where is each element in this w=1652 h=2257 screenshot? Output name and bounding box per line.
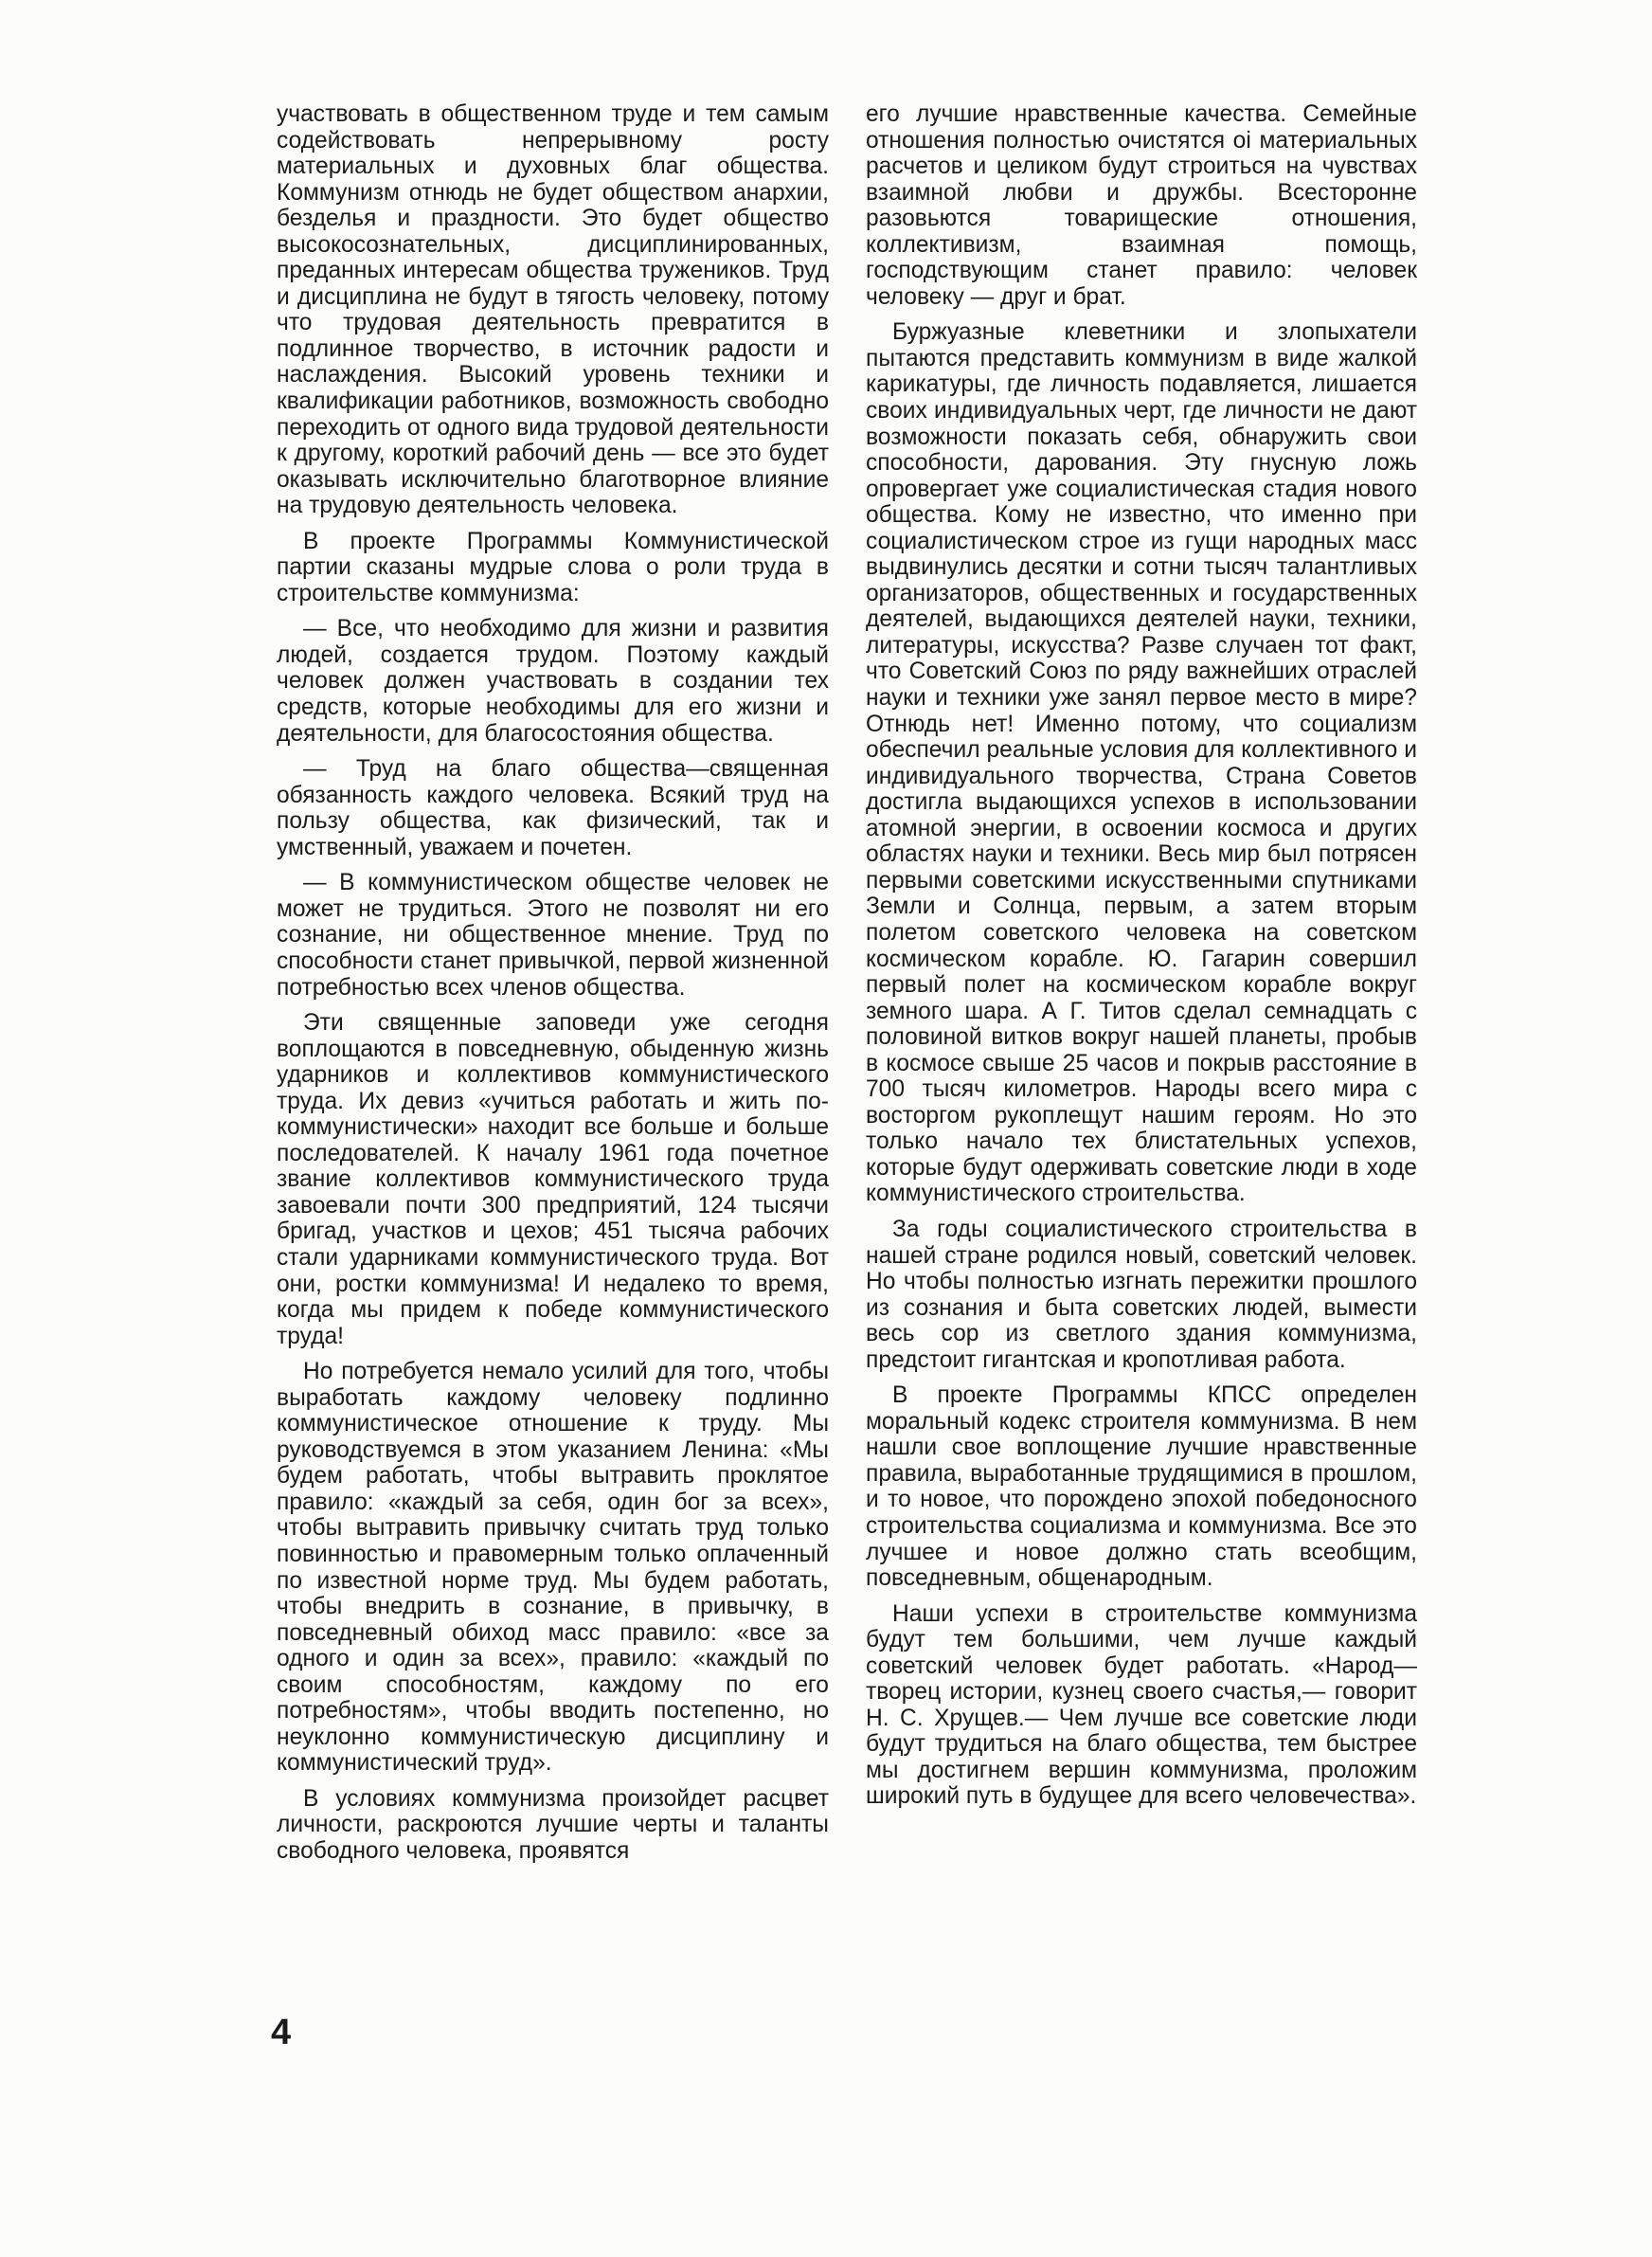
paragraph: Буржуазные клеветники и злопыхатели пытаются представить коммунизм в виде жалкой карикатуры, где личность подавляется, лишается своих индивидуальных черт, где личности не дают возможности показать себя, обнаружить свои способности, дарования. Эту гнусную ложь опровергает уже социалистическая стадия нового общества. Кому не известно, что именно при социалистическом строе из гущи народных масс выдвинулись десятки и сотни тысяч талантливых организаторов, общественных и государственных деятелей, выдающихся деятелей науки, техники, литературы, искусства? Разве случаен тот факт, что Советский Союз по ряду важнейших отраслей науки и техники уже занял первое место в мире? Отнюдь нет! Именно потому, что социализм обеспечил реальные условия для коллективного и индивидуального творчества, Страна Советов достигла выдающихся успехов в использовании атомной энергии, в освоении космоса и других областях науки и техники. Весь мир был потрясен первыми советскими искусственными спутниками Земли и Солнца, первым, а затем вторым полетом советского человека на советском космическом корабле. Ю. Гагарин совершил первый полет на космическом корабле вокруг земного шара. А Г. Титов сделал семнадцать с половиной витков вокруг нашей планеты, пробыв в космосе свыше 25 часов и покрыв расстояние в 700 тысяч километров. Народы всего мира с восторгом рукоплещут нашим героям. Но это только начало тех блистательных успехов, которые будут одерживать советские люди в ходе коммунистического строительства. bbox=[866, 319, 1417, 1207]
paragraph: Эти священные заповеди уже сегодня воплощаются в повседневную, обыденную жизнь ударников и коллективов коммунистического труда. Их девиз «учиться работать и жить по-коммунистически» находит все больше и больше последователей. К началу 1961 года почетное звание коллективов коммунистического труда завоевали почти 300 предприятий, 124 тысячи бригад, участков и цехов; 451 тысяча рабочих стали ударниками коммунистического труда. Вот они, ростки коммунизма! И недалеко то время, когда мы придем к победе коммунистического труда! bbox=[277, 1010, 829, 1349]
paragraph: — Все, что необходимо для жизни и развития людей, создается трудом. Поэтому каждый человек должен участвовать в создании тех средств, которые необходимы для его жизни и деятельности, для благосостояния общества. bbox=[277, 616, 829, 747]
paragraph: Но потребуется немало усилий для того, чтобы выработать каждому человеку подлинно коммунистическое отношение к труду. Мы руководствуемся в этом указанием Ленина: «Мы будем работать, чтобы вытравить проклятое правило: «каждый за себя, один бог за всех», чтобы вытравить привычку считать труд только повинностью и правомерным только оплаченный по известной норме труд. Мы будем работать, чтобы внедрить в сознание, в привычку, в повседневный обиход масс правило: «все за одного и один за всех», правило: «каждый по своим способностям, каждому по его потребностям», чтобы вводить постепенно, но неуклонно коммунистическую дисциплину и коммунистический труд». bbox=[277, 1359, 829, 1777]
left-text-column bbox=[277, 101, 829, 1874]
paragraph: — В коммунистическом обществе человек не может не трудиться. Этого не позволят ни его сознание, ни общественное мнение. Труд по способности станет привычкой, первой жизненной потребностью всех членов общества. bbox=[277, 870, 829, 1001]
paragraph: В проекте Программы КПСС определен моральный кодекс строителя коммунизма. В нем нашли свое воплощение лучшие нравственные правила, выработанные трудящимися в прошлом, и то новое, что порождено эпохой победоносного строительства социализма и коммунизма. Все это лучшее и новое должно стать всеобщим, повседневным, общенародным. bbox=[866, 1382, 1417, 1592]
paragraph: За годы социалистического строительства в нашей стране родился новый, советский человек. Но чтобы полностью изгнать пережитки прошлого из сознания и быта советских людей, вымести весь сор из светлого здания коммунизма, предстоит гигантская и кропотливая работа. bbox=[866, 1216, 1417, 1373]
paragraph: участвовать в общественном труде и тем самым содействовать непрерывному росту материальных и духовных благ общества. Коммунизм отнюдь не будет обществом анархии, безделья и праздности. Это будет общество высокосознательных, дисциплинированных, преданных интересам общества тружеников. Труд и дисциплина не будут в тягость человеку, потому что трудовая деятельность превратится в подлинное творчество, в источник радости и наслаждения. Высокий уровень техники и квалификации работников, возможность свободно переходить от одного вида трудовой деятельности к другому, короткий рабочий день — все это будет оказывать исключительно благотворное влияние на трудовую деятельность человека. bbox=[277, 101, 829, 519]
paragraph: его лучшие нравственные качества. Семейные отношения полностью очистятся оі материальных расчетов и целиком будут строиться на чувствах взаимной любви и дружбы. Всесторонне разовьются товарищеские отношения, коллективизм, взаимная помощь, господствующим станет правило: человек человеку — друг и брат. bbox=[866, 101, 1417, 310]
paragraph: — Труд на благо общества—священная обязанность каждого человека. Всякий труд на пользу общества, как физический, так и умственный, уважаем и почетен. bbox=[277, 756, 829, 860]
right-text-column bbox=[866, 101, 1417, 1819]
paragraph: Наши успехи в строительстве коммунизма будут тем большими, чем лучше каждый советский человек будет работать. «Народ—творец истории, кузнец своего счастья,— говорит Н. С. Хрущев.— Чем лучше все советские люди будут трудиться на благо общества, тем быстрее мы достигнем вершин коммунизма, проложим широкий путь в будущее для всего человечества». bbox=[866, 1600, 1417, 1810]
page-number: 4 bbox=[271, 2013, 292, 2052]
paragraph: В проекте Программы Коммунистической партии сказаны мудрые слова о роли труда в строительстве коммунизма: bbox=[277, 528, 829, 606]
paragraph: В условиях коммунизма произойдет расцвет личности, раскроются лучшие черты и таланты свободного человека, проявятся bbox=[277, 1785, 829, 1864]
